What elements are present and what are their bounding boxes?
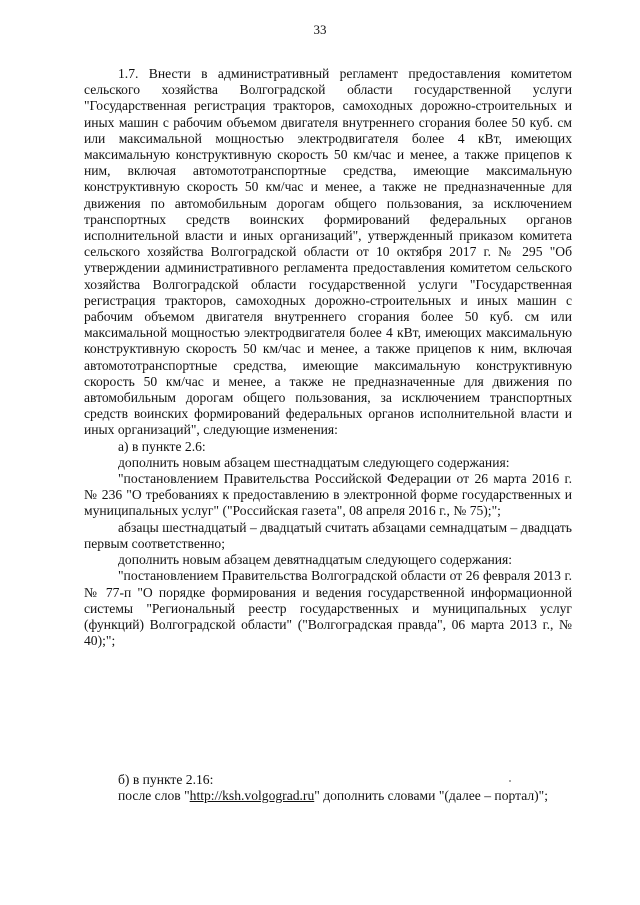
subitem-a-paragraph: а) в пункте 2.6: bbox=[118, 438, 206, 454]
portal-link[interactable]: http://ksh.volgograd.ru bbox=[189, 788, 315, 804]
portal-paragraph bbox=[84, 788, 572, 804]
renumber-paragraph: абзацы шестнадцатый – двадцатый считать абзацами семнадцатым – двадцать первым соответственно; bbox=[84, 519, 572, 551]
item-1-7-paragraph: 1.7. Внести в административный регламент предоставления комитетом сельского хозяйства Волгоградской области государственной услуги "Государственная регистрация тракторов, самоходных дорожно-строительных и иных машин с рабочим объемом двигателя внутреннего сгорания более 50 куб. см или максимальной мощностью электродвигателя более 4 кВт, имеющих максимальную конструктивную скорость 50 км/час и менее, а также прицепов к ним, включая автомототранспортные средства, имеющие максимальную конструктивную скорость 50 км/час и менее, а также не предназначенные для движения по автомобильным дорогам общего пользования, за исключением транспортных средств воинских формирований федеральных органов исполнительной власти и иных организаций", утвержденный приказом комитета сельского хозяйства Волгоградской области от 10 октября 2017 г. № 295 "Об утверждении административного регламента предоставления комитетом сельского хозяйства Волгоградской области государственной услуги "Государственная регистрация тракторов, самоходных дорожно-строительных и иных машин с рабочим объемом двигателя внутреннего сгорания более 50 куб. см или максимальной мощностью электродвигателя более 4 кВт, имеющих максимальную конструктивную скорость 50 км/час и менее, а также прицепов к ним, включая автомототранспортные средства, имеющие максимальную конструктивную скорость 50 км/час и менее, а также не предназначенные для движения по автомобильным дорогам общего пользования, за исключением транспортных средств воинских формирований федеральных органов исполнительной власти и иных организаций", следующие изменения: bbox=[84, 66, 572, 438]
page-number: 33 bbox=[313, 22, 327, 37]
portal-text-before: после слов " bbox=[118, 788, 190, 804]
subitem-b-block bbox=[84, 772, 572, 804]
quote-paragraph-16: "постановлением Правительства Российской Федерации от 26 марта 2016 г. № 236 "О требованиях к предоставлению в электронной форме государственных и муниципальных услуг" ("Российская газета", 08 апреля 2016 г., № 75);"; bbox=[84, 471, 572, 519]
subitem-b-paragraph: б) в пункте 2.16: bbox=[118, 772, 214, 787]
add-paragraph-16: дополнить новым абзацем шестнадцатым следующего содержания: bbox=[118, 454, 510, 470]
add-paragraph-19: дополнить новым абзацем девятнадцатым следующего содержания: bbox=[118, 552, 513, 568]
amendment-text-block bbox=[84, 66, 572, 649]
portal-text-after: " дополнить словами "(далее – портал)"; bbox=[314, 788, 549, 804]
quote-paragraph-19: "постановлением Правительства Волгоградской области от 26 февраля 2013 г. № 77-п "О порядке формирования и ведения государственной информационной системы "Региональный реестр государственных и муниципальных услуг (функций) Волгоградской области" ("Волгоградская правда", 06 марта 2013 г., № 40);"; bbox=[84, 568, 572, 649]
